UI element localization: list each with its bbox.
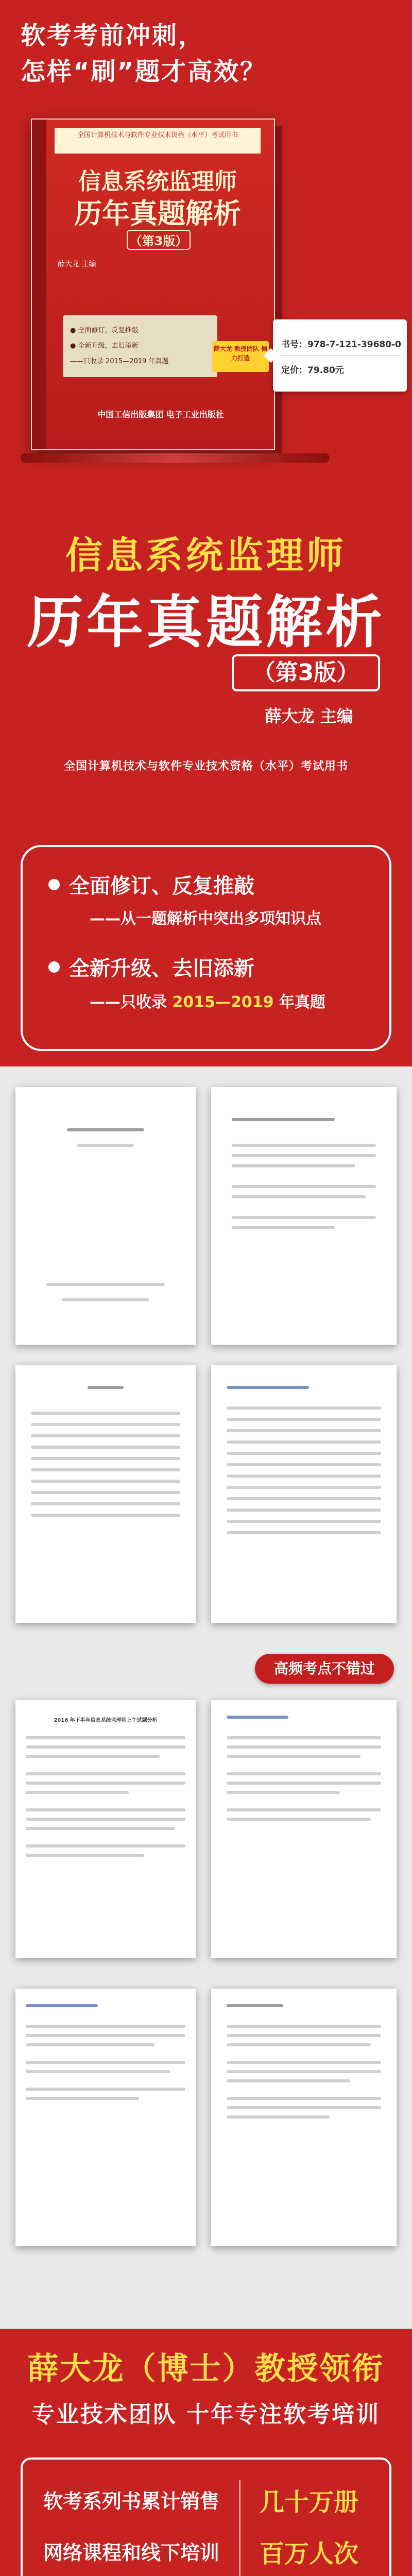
- book-cover: [31, 118, 275, 450]
- price-tag-divider: [279, 355, 401, 356]
- stats-box: [21, 2458, 391, 2576]
- preview-page-toc-right: [211, 1365, 397, 1623]
- preview-page-detail-right: [211, 1989, 397, 2246]
- book-title-line-1: 信息系统监理师: [78, 168, 237, 195]
- main-edition-badge: （第3版）: [232, 654, 380, 691]
- book-shelf: [21, 453, 330, 463]
- feature-2-subtext-pre: ——只收录: [90, 993, 173, 1011]
- preview-page-detail-left: [15, 1989, 196, 2246]
- bullet-icon: [48, 879, 60, 890]
- main-title-line-2: 历年真题解析: [27, 589, 385, 655]
- preview-page-title-right: [211, 1087, 397, 1345]
- bullet-icon: [48, 961, 60, 973]
- stat-1-label: 软考系列书累计销售: [43, 2490, 220, 2513]
- book-spine: [32, 120, 46, 449]
- feature-1-subtext: ——从一题解析中突出多项知识点: [90, 910, 321, 928]
- main-series-text: 全国计算机技术与软件专业技术资格（水平）考试用书: [63, 760, 348, 773]
- book-series-label: 全国计算机技术与软件专业技术资格（水平）考试用书: [55, 128, 261, 154]
- book-feature-1: ● 全面修订，反复推敲: [70, 327, 139, 334]
- features-box: [21, 845, 391, 1051]
- price-text: 定价：79.80元: [281, 365, 344, 376]
- hero-section: [0, 0, 412, 515]
- professor-headline: 薛大龙（博士）教授领衔: [27, 2351, 385, 2387]
- preview-doc-heading: 2016 年下半年信息系统监理师上午试题分析: [54, 1718, 158, 1723]
- book-publisher: 中国工信出版集团 电子工业出版社: [97, 410, 224, 419]
- preview-page-toc-left: [15, 1365, 196, 1623]
- isbn-text: 书号：978-7-121-39680-0: [281, 340, 401, 350]
- stat-2-label: 网络课程和线下培训: [43, 2541, 220, 2564]
- price-tag: [273, 319, 407, 392]
- feature-2-heading: 全新升级、去旧添新: [69, 957, 254, 980]
- book-feature-3: ——只收录 2015—2019 年真题: [70, 358, 169, 365]
- features-section: [0, 845, 412, 1066]
- book-badge: 薛大龙 教授团队 倾力打造: [212, 341, 269, 372]
- book-edition: （第3版）: [127, 230, 191, 250]
- preview-page-content-right: [211, 1700, 397, 1958]
- hot-topics-banner: 高频考点不错过: [255, 1654, 394, 1684]
- professor-subline: 专业技术团队 十年专注软考培训: [31, 2401, 381, 2428]
- book-feature-box: [63, 315, 217, 377]
- stat-2-value: 百万人次: [260, 2539, 359, 2568]
- stats-divider: [239, 2480, 241, 2576]
- feature-2-subtext-post: 年真题: [273, 993, 325, 1011]
- feature-2-years: 2015—2019: [172, 993, 274, 1011]
- book-feature-2: ● 全新升级，去旧添新: [70, 342, 139, 350]
- book-author: 薛大龙 主编: [58, 260, 96, 268]
- hero-headline-2: 怎样“刷”题才高效？: [21, 57, 267, 86]
- book-title-line-2: 历年真题解析: [74, 197, 241, 230]
- hero-headline-1: 软考考前冲刺，: [21, 21, 205, 50]
- main-title-line-1: 信息系统监理师: [65, 534, 347, 577]
- title-section: [0, 515, 412, 845]
- stat-1-value: 几十万册: [260, 2488, 359, 2517]
- feature-1-heading: 全面修订、反复推敲: [69, 874, 254, 898]
- preview-page-content-left: [15, 1700, 196, 1958]
- page-previews-section: [0, 1066, 412, 2329]
- professor-section: [0, 2329, 412, 2576]
- preview-page-title-left: [15, 1087, 196, 1345]
- feature-2-subtext: [90, 989, 325, 1012]
- main-author: 薛大龙 主编: [265, 706, 353, 726]
